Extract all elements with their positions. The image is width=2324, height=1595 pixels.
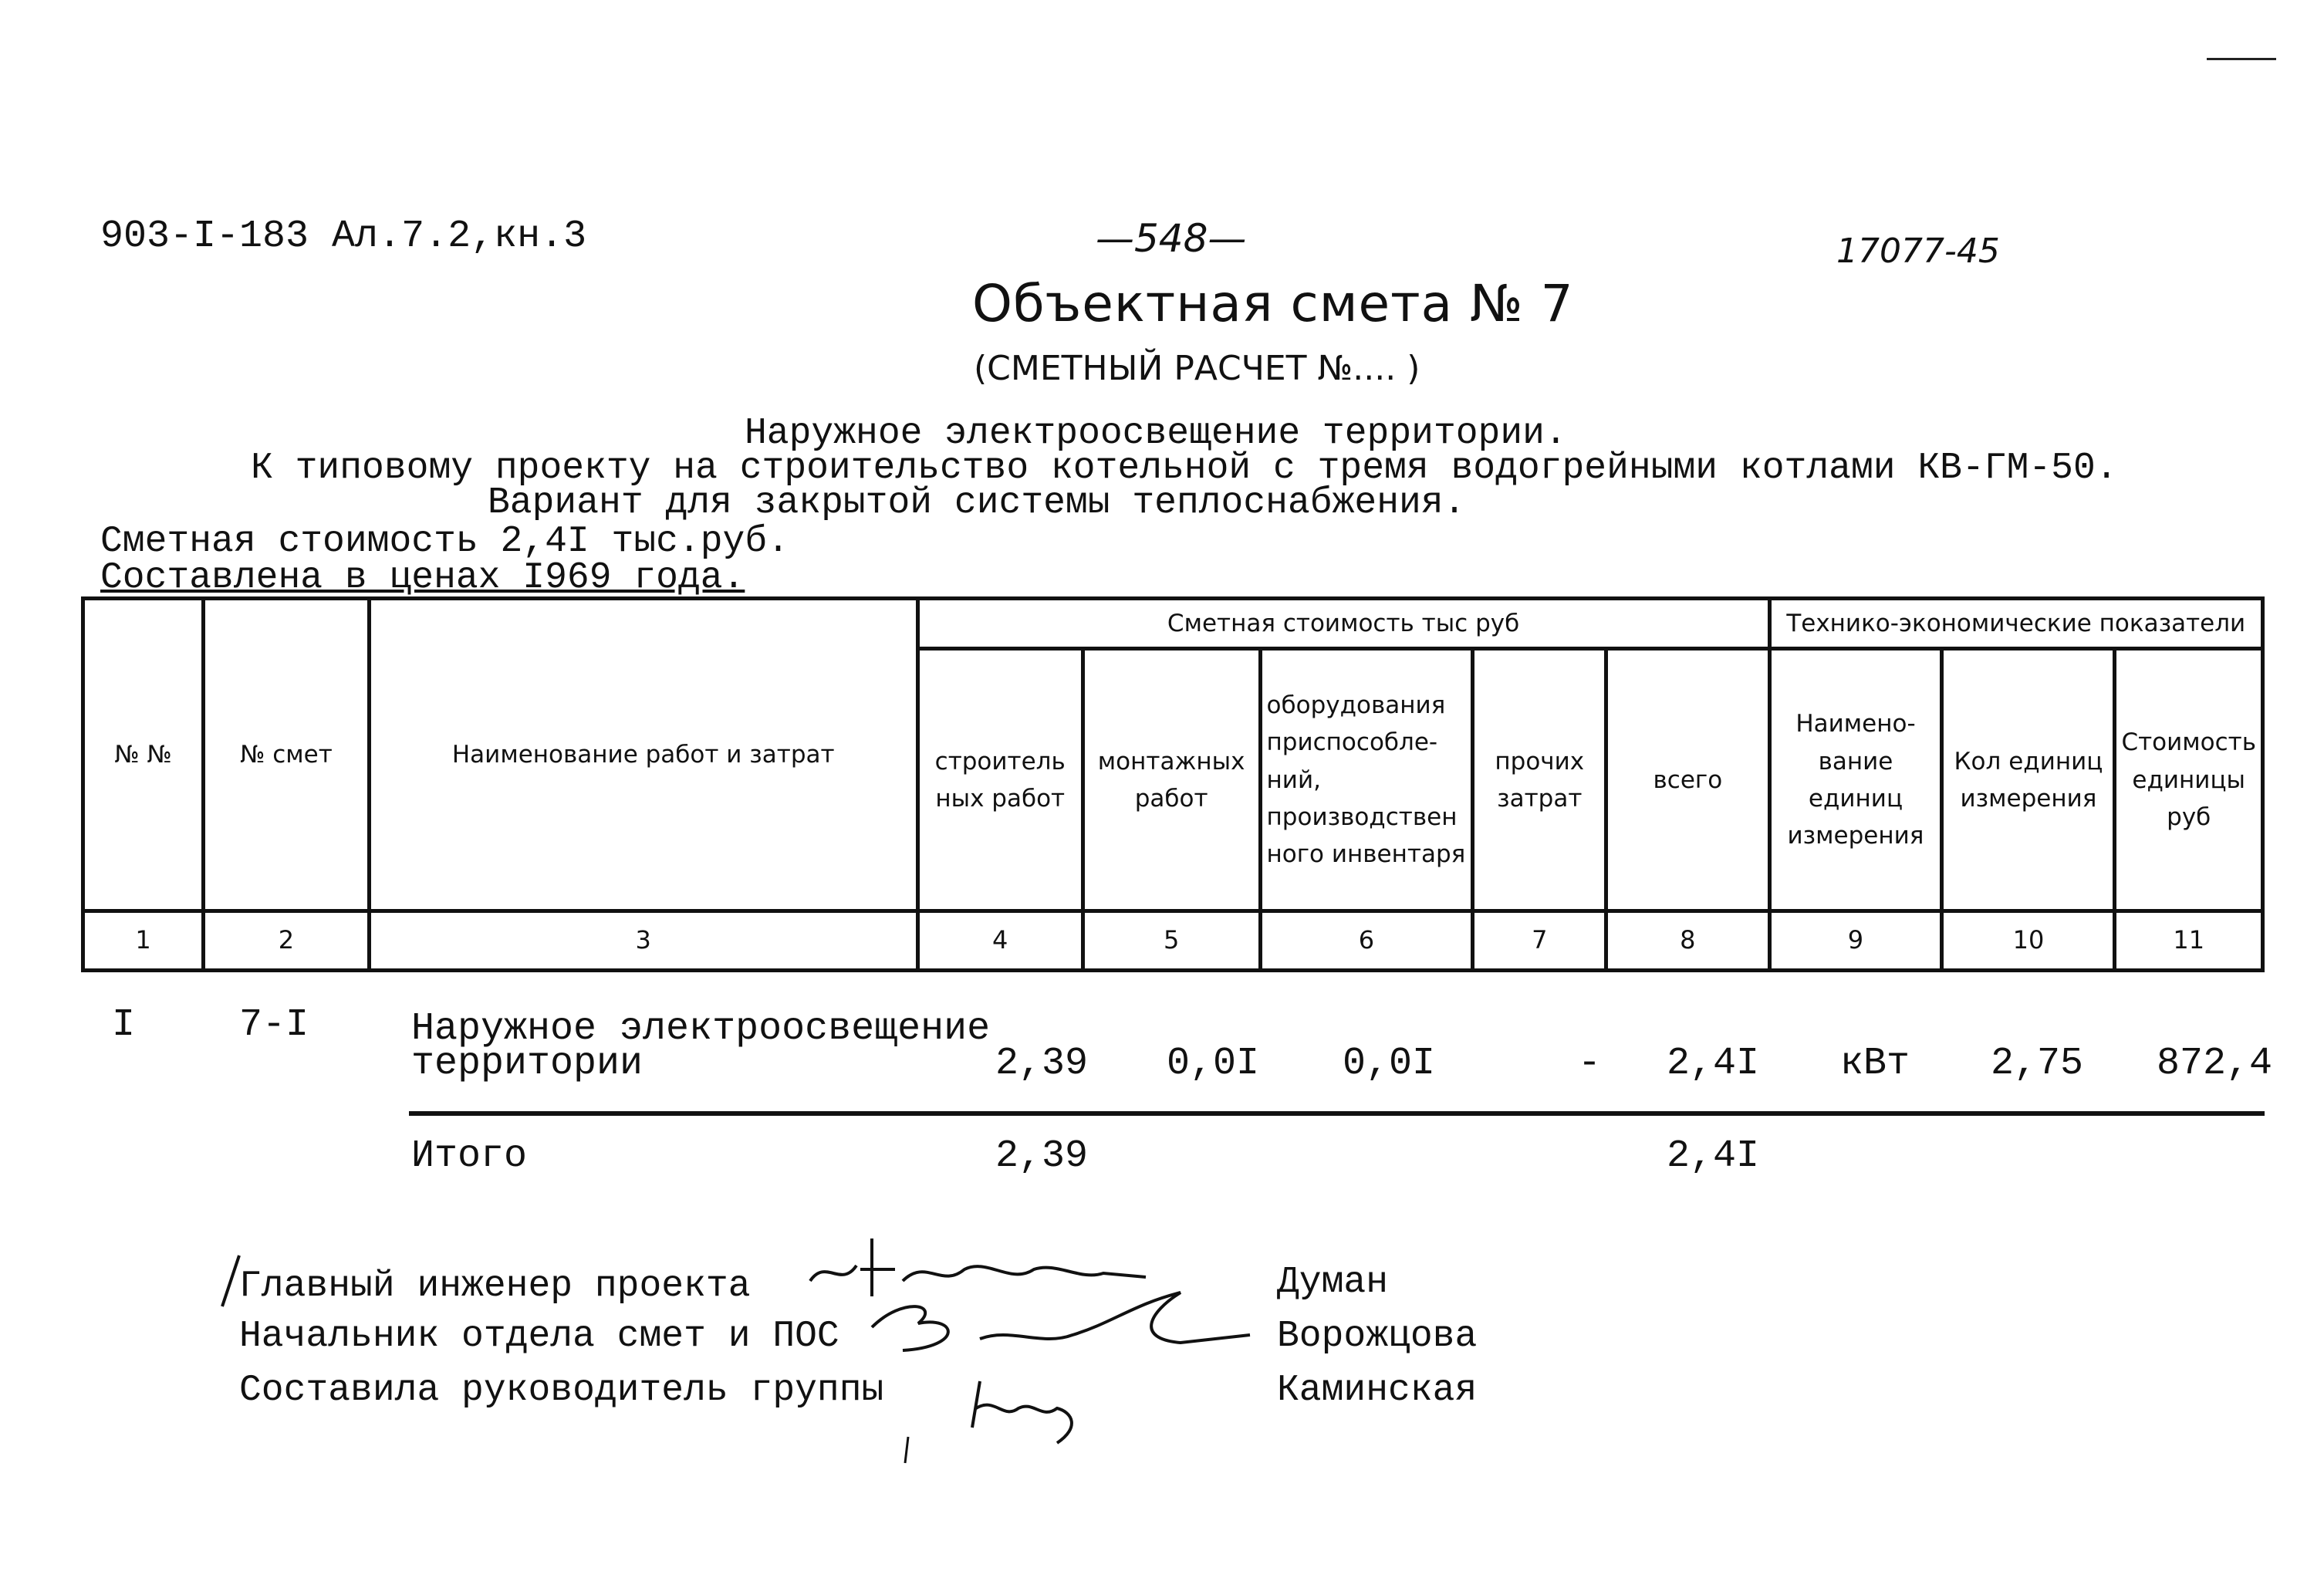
- page-number: —548—: [1096, 216, 1247, 261]
- description-line-3: Вариант для закрытой системы теплоснабжения.: [488, 482, 1466, 524]
- totals-total: 2,4I: [1667, 1134, 1760, 1178]
- col-number: 10: [1942, 911, 2115, 971]
- signature-role: Начальник отдела смет и ПОС: [239, 1316, 839, 1357]
- totals-divider: [409, 1111, 2265, 1116]
- col-number: 11: [2115, 911, 2263, 971]
- description-line-2: К типовому проекту на строительство котельной с тремя водогрейными котлами КВ-ГМ-50.: [251, 448, 2118, 489]
- signature-name: Думан: [1277, 1262, 1389, 1303]
- page-title: Объектная смета № 7: [972, 274, 1574, 333]
- col-number: 8: [1606, 911, 1769, 971]
- description-line-1: Наружное электроосвещение территории.: [745, 413, 1567, 455]
- signature-role: Составила руководитель группы: [239, 1370, 884, 1411]
- signature-scribble-icon: [856, 1281, 1258, 1366]
- col-num-header: № №: [83, 599, 204, 911]
- col-installation-header: монтажных работ: [1083, 649, 1260, 911]
- cost-group-header: Сметная стоимость тыс руб: [917, 599, 1769, 649]
- col-number: 3: [369, 911, 917, 971]
- row-equipment: 0,0I: [1343, 1042, 1436, 1086]
- signature-role: Главный инженер проекта: [239, 1266, 751, 1307]
- row-installation: 0,0I: [1167, 1042, 1260, 1086]
- col-number: 4: [917, 911, 1083, 971]
- corner-rule: [2207, 58, 2276, 60]
- row-qty: 2,75: [1991, 1042, 2084, 1086]
- col-total-header: всего: [1606, 649, 1769, 911]
- row-construction: 2,39: [995, 1042, 1089, 1086]
- row-other: -: [1578, 1042, 1602, 1086]
- signature-name: Ворожцова: [1277, 1316, 1478, 1357]
- col-estimate-header: № смет: [204, 599, 370, 911]
- tech-group-header: Технико-экономические показатели: [1769, 599, 2262, 649]
- col-unit-cost-header: Стоимость единицы руб: [2115, 649, 2263, 911]
- stray-mark: [899, 1435, 914, 1466]
- inventory-number: 17077-45: [1836, 231, 2000, 271]
- signature-name: Каминская: [1277, 1370, 1478, 1411]
- totals-label: Итого: [411, 1134, 528, 1178]
- row-unit: кВт: [1840, 1042, 1910, 1086]
- col-number: 2: [204, 911, 370, 971]
- col-number: 5: [1083, 911, 1260, 971]
- page-subtitle: (СМЕТНЫЙ РАСЧЕТ №.... ): [974, 349, 1420, 388]
- row-estimate: 7-I: [239, 1003, 309, 1047]
- row-num: I: [112, 1003, 136, 1047]
- price-basis: Составлена в ценах I969 года.: [100, 557, 745, 599]
- col-number: 9: [1769, 911, 1942, 971]
- row-total: 2,4I: [1667, 1042, 1760, 1086]
- row-name-line-1: Наружное электроосвещение: [411, 1007, 991, 1051]
- col-equipment-header: оборудования приспособле- ний, производствен ного инвентаря: [1260, 649, 1473, 911]
- col-number: 7: [1473, 911, 1606, 971]
- estimate-table-header: [81, 596, 2265, 972]
- col-unit-header: Наимено- вание единиц измерения: [1769, 649, 1942, 911]
- row-unit-cost: 872,4: [2157, 1042, 2273, 1086]
- col-name-header: Наименование работ и затрат: [369, 599, 917, 911]
- col-construction-header: строитель ных работ: [917, 649, 1083, 911]
- document-code: 903-I-183 Ал.7.2,кн.3: [100, 215, 587, 259]
- estimated-cost: Сметная стоимость 2,4I тыс.руб.: [100, 521, 789, 563]
- col-qty-header: Кол единиц измерения: [1942, 649, 2115, 911]
- col-number: 1: [83, 911, 204, 971]
- totals-construction: 2,39: [995, 1134, 1089, 1178]
- row-name-line-2: территории: [411, 1042, 643, 1086]
- col-other-header: прочих затрат: [1473, 649, 1606, 911]
- col-number: 6: [1260, 911, 1473, 971]
- signature-scribble-icon: [964, 1366, 1096, 1451]
